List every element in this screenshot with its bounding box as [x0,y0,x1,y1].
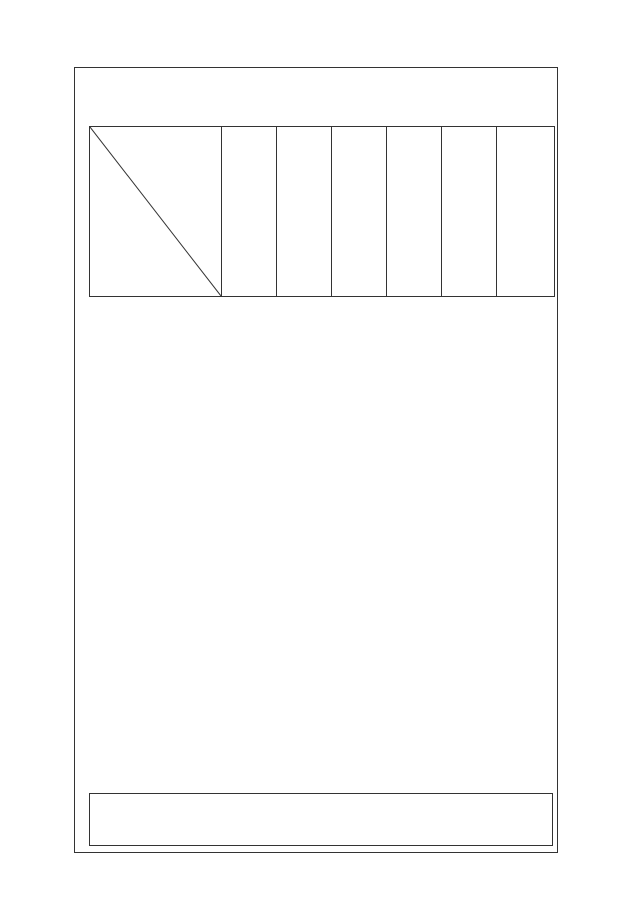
header-checked-part [222,127,277,297]
header-checked-documents [332,127,387,297]
change-items-value[interactable] [90,794,552,802]
header-designer-confirmation [387,127,442,297]
diagonal-line [90,127,221,296]
change-items-box[interactable] [89,793,553,846]
header-check-result [497,127,555,297]
header-check-method [442,127,497,297]
diagonal-corner-cell [90,127,222,297]
inspection-table [89,126,555,297]
table-header-row [90,127,555,297]
header-check-content [277,127,332,297]
